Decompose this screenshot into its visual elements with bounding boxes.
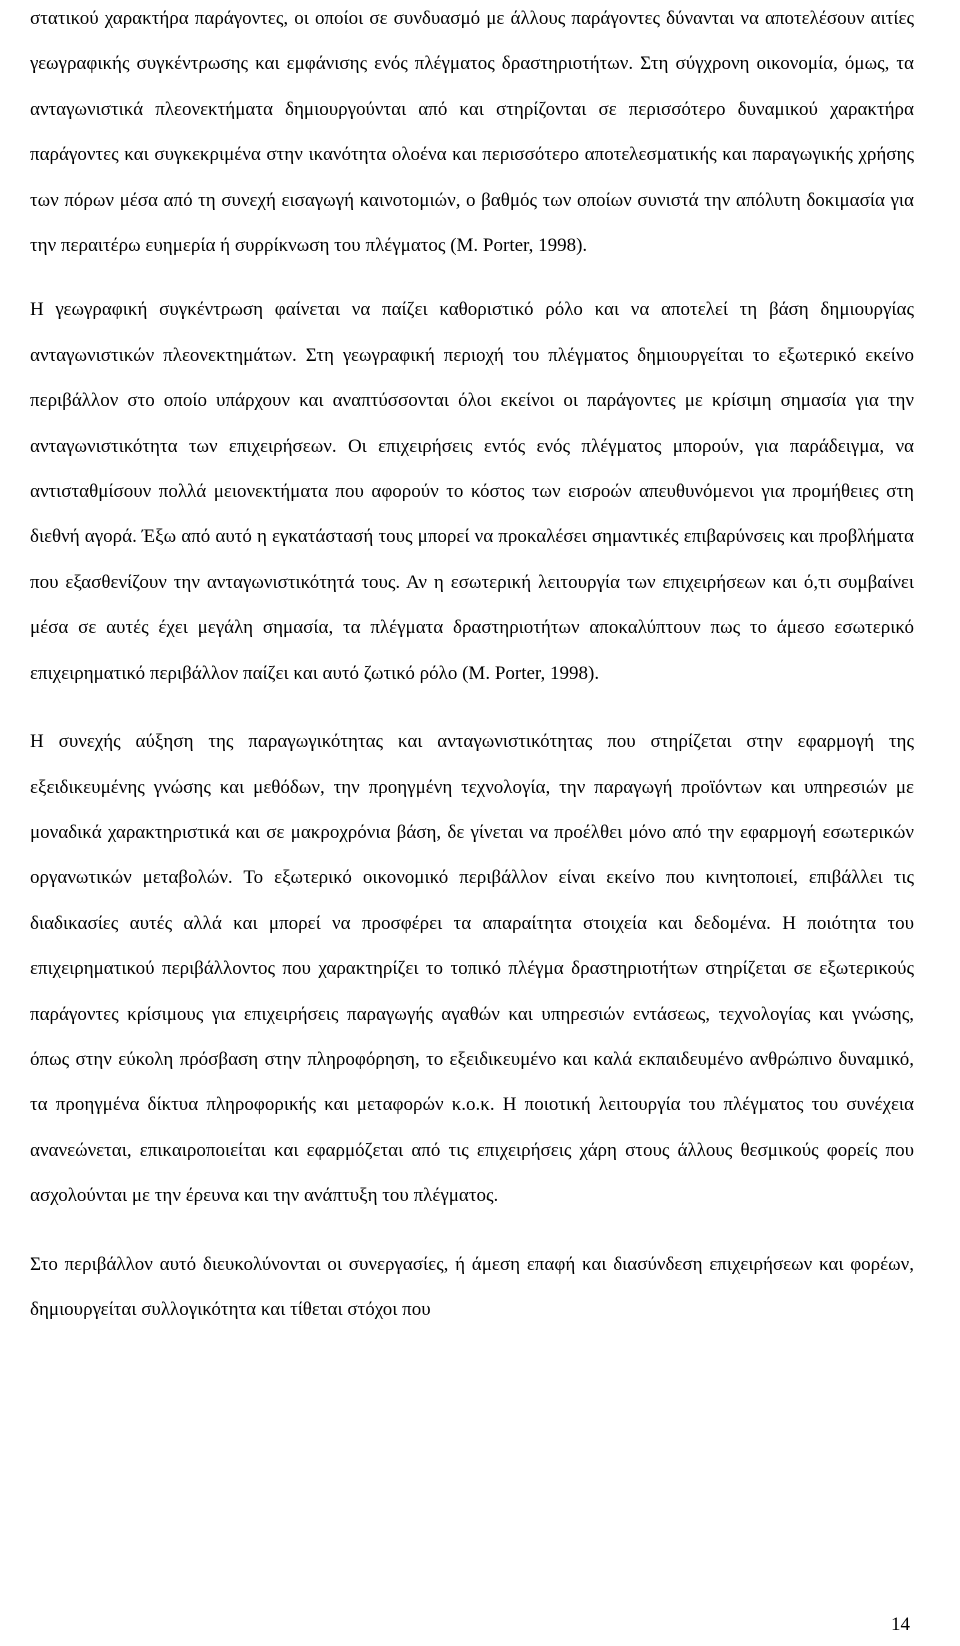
page-number: 14 <box>891 1614 910 1635</box>
document-page <box>30 0 914 1332</box>
paragraph-3: Η συνεχής αύξηση της παραγωγικότητας και ανταγωνιστικότητας που στηρίζεται στην εφαρμογή της εξειδικευμένης γνώσης και μεθόδων, την προηγμένη τεχνολογία, την παραγωγή προϊόντων και υπηρεσιών με μοναδικά χαρακτηριστικά και σε μακροχρόνια βάση, δε γίνεται να προέλθει μόνο από την εφαρμογή εσωτερικών οργανωτικών μεταβολών. Το εξωτερικό οικονομικό περιβάλλον είναι εκείνο που κινητοποιεί, επιβάλλει τις διαδικασίες αυτές αλλά και μπορεί να προσφέρει τα απαραίτητα στοιχεία και δεδομένα. Η ποιότητα του επιχειρηματικού περιβάλλοντος που χαρακτηρίζει το τοπικό πλέγμα δραστηριοτήτων στηρίζεται σε εξωτερικούς παράγοντες κρίσιμους για επιχειρήσεις παραγωγής αγαθών και υπηρεσιών εντάσεως, τεχνολογίας και γνώσης, όπως στην εύκολη πρόσβαση στην πληροφόρηση, το εξειδικευμένο και καλά εκπαιδευμένο ανθρώπινο δυναμικό, τα προηγμένα δίκτυα πληροφορικής και μεταφορών κ.ο.κ. Η ποιοτική λειτουργία του πλέγματος του συνέχεια ανανεώνεται, επικαιροποιείται και εφαρμόζεται από τις επιχειρήσεις χάρη στους άλλους θεσμικούς φορείς που ασχολούνται με την έρευνα και την ανάπτυξη του πλέγματος. <box>30 731 914 1207</box>
paragraph-2: Η γεωγραφική συγκέντρωση φαίνεται να παίζει καθοριστικό ρόλο και να αποτελεί τη βάση δημιουργίας ανταγωνιστικών πλεονεκτημάτων. Στη γεωγραφική περιοχή του πλέγματος δημιουργείται το εξωτερικό εκείνο περιβάλλον στο οποίο υπάρχουν και αναπτύσσονται όλοι εκείνοι οι παράγοντες με κρίσιμη σημασία για την ανταγωνιστικότητα των επιχειρήσεων. Οι επιχειρήσεις εντός ενός πλέγματος μπορούν, για παράδειγμα, να αντισταθμίσουν πολλά μειονεκτήματα που αφορούν το κόστος των εισροών απευθυνόμενοι για προμήθειες στη διεθνή αγορά. Έξω από αυτό η εγκατάστασή τους μπορεί να προκαλέσει σημαντικές επιβαρύνσεις και προβλήματα που εξασθενίζουν την ανταγωνιστικότητά τους. Αν η εσωτερική λειτουργία των επιχειρήσεων και ό,τι συμβαίνει μέσα σε αυτές έχει μεγάλη σημασία, τα πλέγματα δραστηριοτήτων αποκαλύπτουν πως το άμεσο εσωτερικό επιχειρηματικό περιβάλλον παίζει και αυτό ζωτικό ρόλο (M. Porter, 1998). <box>30 299 914 684</box>
paragraph-1: στατικού χαρακτήρα παράγοντες, οι οποίοι σε συνδυασμό με άλλους παράγοντες δύνανται να αποτελέσουν αιτίες γεωγραφικής συγκέντρωσης και εμφάνισης ενός πλέγματος δραστηριοτήτων. Στη σύγχρονη οικονομία, όμως, τα ανταγωνιστικά πλεονεκτήματα δημιουργούνται από και στηρίζονται σε περισσότερο δυναμικού χαρακτήρα παράγοντες και συγκεκριμένα στην ικανότητα ολοένα και περισσότερο αποτελεσματικής και παραγωγικής χρήσης των πόρων μέσα από τη συνεχή εισαγωγή καινοτομιών, ο βαθμός των οποίων συνιστά την απόλυτη δοκιμασία για την περαιτέρω ευημερία ή συρρίκνωση του πλέγματος (M. Porter, 1998). <box>30 8 914 257</box>
paragraph-4: Στο περιβάλλον αυτό διευκολύνονται οι συνεργασίες, ή άμεση επαφή και διασύνδεση επιχειρήσεων και φορέων, δημιουργείται συλλογικότητα και τίθεται στόχοι που <box>30 1253 914 1320</box>
